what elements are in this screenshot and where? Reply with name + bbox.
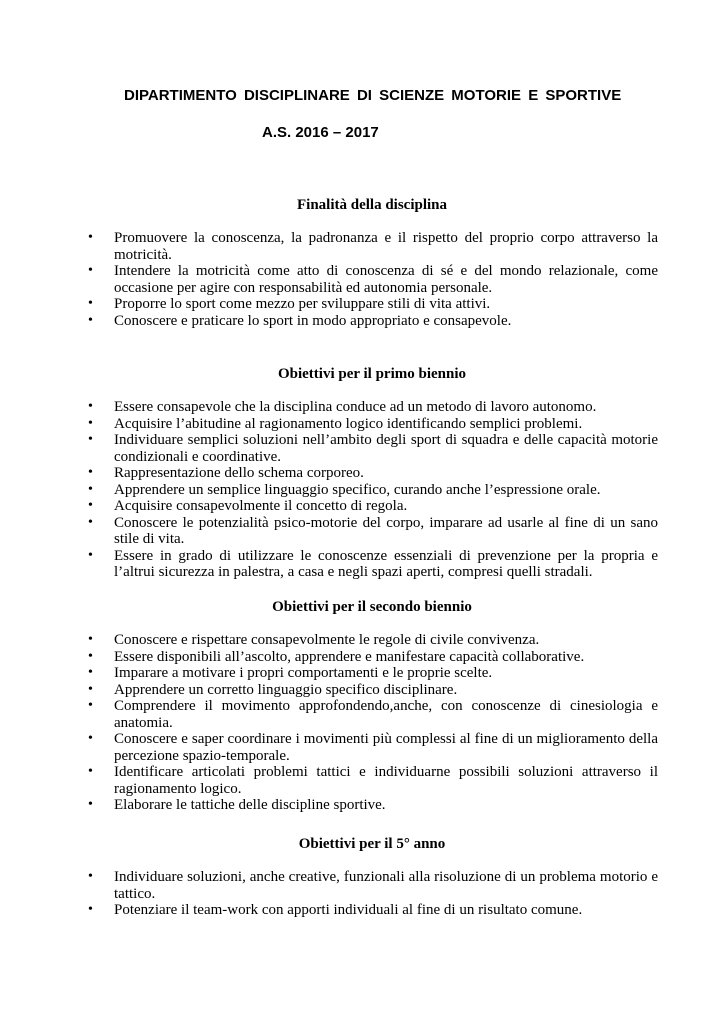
list-item: • Conoscere le potenzialità psico-motorie del corpo, imparare ad usarle al fine di un sano stile di vita.	[86, 515, 658, 548]
list-item: • Imparare a motivare i propri comportamenti e le proprie scelte.	[86, 665, 658, 682]
list-item: • Essere consapevole che la disciplina conduce ad un metodo di lavoro autonomo.	[86, 399, 658, 416]
list-item: • Acquisire consapevolmente il concetto di regola.	[86, 498, 658, 515]
list-item: • Proporre lo sport come mezzo per sviluppare stili di vita attivi.	[86, 296, 658, 313]
section-secondo-biennio	[86, 598, 658, 814]
list-item: • Individuare soluzioni, anche creative, funzionali alla risoluzione di un problema motorio e tattico.	[86, 869, 658, 902]
list-item: • Promuovere la conoscenza, la padronanza e il rispetto del proprio corpo attraverso la motricità.	[86, 230, 658, 263]
list-item: • Potenziare il team-work con apporti individuali al fine di un risultato comune.	[86, 902, 658, 919]
section-heading-secondo-biennio: Obiettivi per il secondo biennio	[272, 599, 472, 615]
list-item: • Elaborare le tattiche delle discipline sportive.	[86, 797, 658, 814]
section-primo-biennio	[86, 365, 658, 581]
list-item: • Conoscere e saper coordinare i movimenti più complessi al fine di un miglioramento della percezione spazio-temporale.	[86, 731, 658, 764]
list-item: • Intendere la motricità come atto di conoscenza di sé e del mondo relazionale, come occasione per agire con responsabilità ed autonomia personale.	[86, 263, 658, 296]
list-item: • Apprendere un corretto linguaggio specifico disciplinare.	[86, 682, 658, 699]
list-item: • Rappresentazione dello schema corporeo.	[86, 465, 658, 482]
list-item: • Conoscere e rispettare consapevolmente le regole di civile convivenza.	[86, 632, 658, 649]
list-item: • Comprendere il movimento approfondendo,anche, con conoscenze di cinesiologia e anatomia.	[86, 698, 658, 731]
section-finalita	[86, 196, 658, 329]
bullet-list-primo-biennio	[86, 399, 658, 581]
section-heading-quinto-anno: Obiettivi per il 5° anno	[298, 836, 446, 852]
department-title: DIPARTIMENTO DISCIPLINARE DI SCIENZE MOTORIE E SPORTIVE	[124, 87, 622, 104]
section-heading-primo-biennio: Obiettivi per il primo biennio	[277, 366, 467, 382]
school-year-title: A.S. 2016 – 2017	[262, 124, 379, 141]
list-item: • Conoscere e praticare lo sport in modo appropriato e consapevole.	[86, 313, 658, 330]
bullet-list-secondo-biennio	[86, 632, 658, 814]
list-item: • Essere disponibili all’ascolto, apprendere e manifestare capacità collaborative.	[86, 649, 658, 666]
bullet-list-finalita	[86, 230, 658, 329]
section-heading-finalita: Finalità della disciplina	[296, 197, 448, 213]
list-item: • Essere in grado di utilizzare le conoscenze essenziali di prevenzione per la propria e l’altrui sicurezza in palestra, a casa e negli spazi aperti, compresi quelli stradali.	[86, 548, 658, 581]
bullet-list-quinto-anno	[86, 869, 658, 919]
list-item: • Individuare semplici soluzioni nell’ambito degli sport di squadra e delle capacità motorie condizionali e coordinative.	[86, 432, 658, 465]
section-quinto-anno	[86, 835, 658, 919]
list-item: • Acquisire l’abitudine al ragionamento logico identificando semplici problemi.	[86, 416, 658, 433]
list-item: • Identificare articolati problemi tattici e individuarne possibili soluzioni attraverso il ragionamento logico.	[86, 764, 658, 797]
list-item: • Apprendere un semplice linguaggio specifico, curando anche l’espressione orale.	[86, 482, 658, 499]
